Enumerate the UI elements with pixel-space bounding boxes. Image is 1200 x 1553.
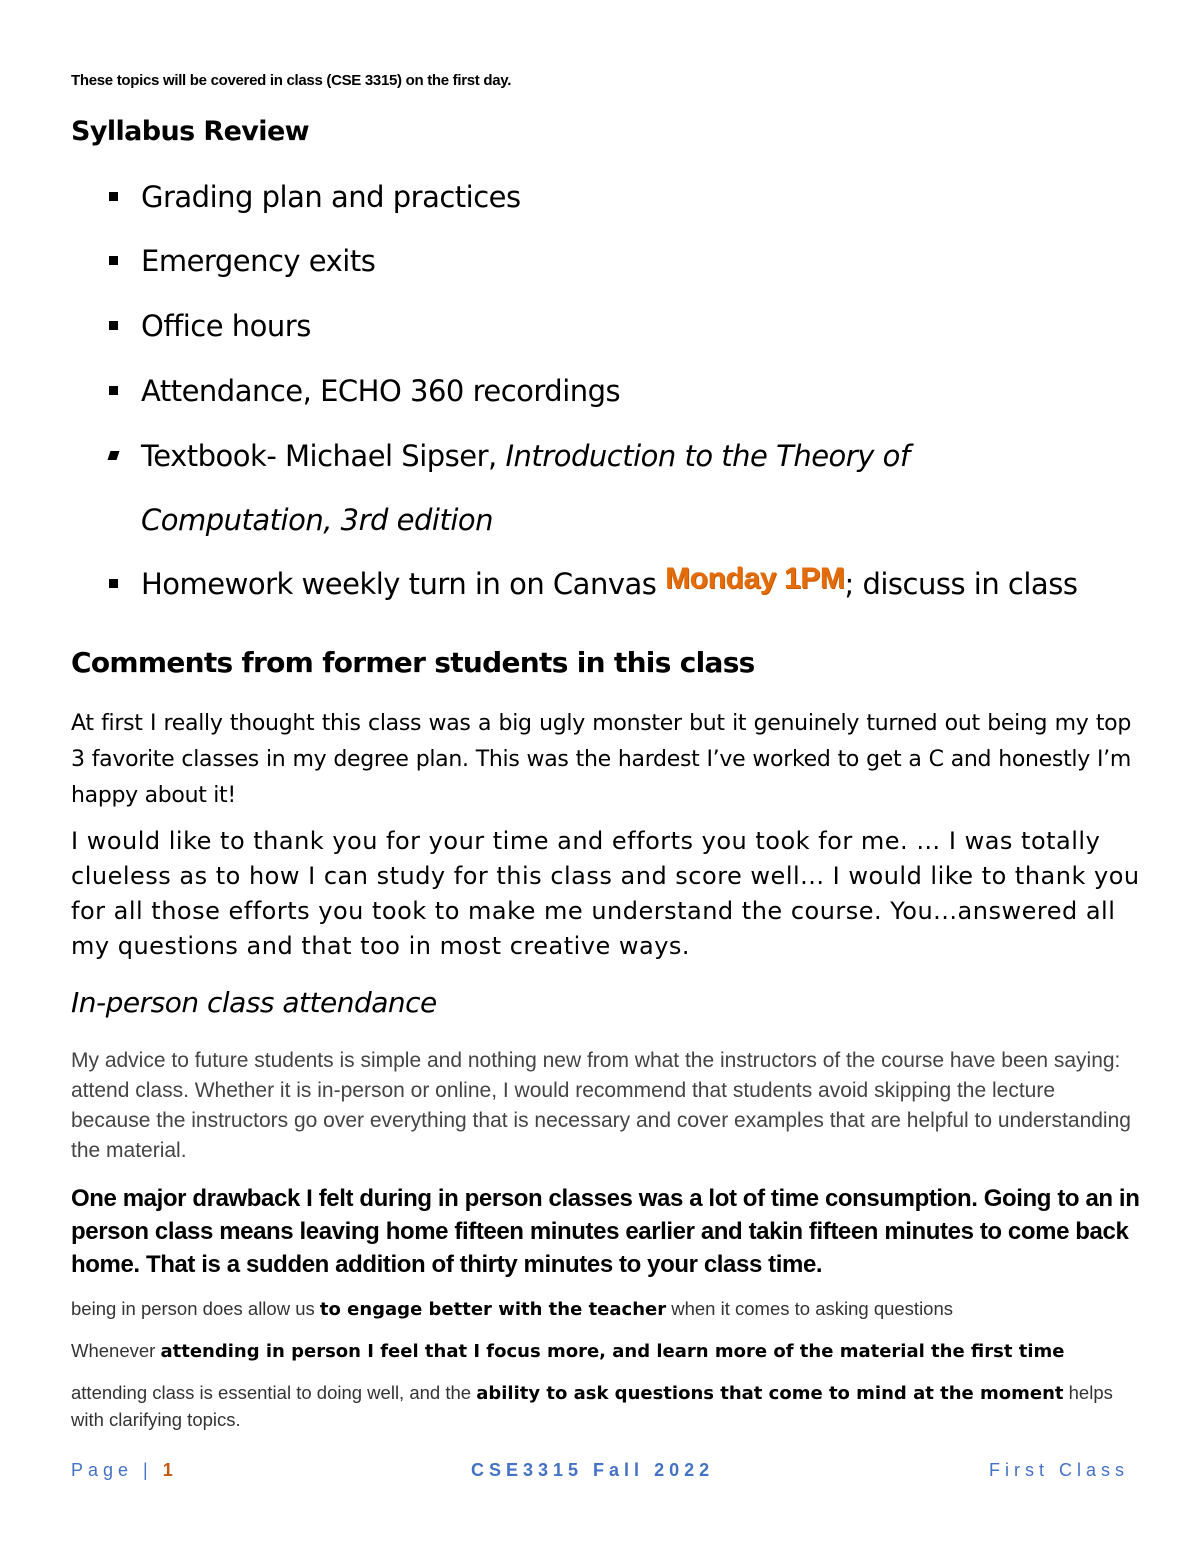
textbook-title-line2: Computation, 3rd edition	[141, 503, 494, 537]
intro-text: These topics will be covered in class (CSE 3315) on the first day.	[71, 72, 512, 89]
square-bullet-icon	[109, 321, 118, 330]
homework-suffix: ; discuss in class	[844, 567, 1078, 601]
quote-bold-text: ability to ask questions that come to mind at the moment	[476, 1383, 1064, 1404]
quote-text: being in person does allow us	[71, 1298, 320, 1319]
list-item-text: Grading plan and practices	[141, 180, 521, 214]
square-bullet-icon	[109, 386, 118, 395]
page-footer	[71, 1460, 1129, 1484]
attendance-quote-1	[71, 1296, 1141, 1323]
quote-bold-text: attending in person I feel that I focus more, and learn more of the material the first time	[160, 1341, 1065, 1362]
list-item-text	[141, 562, 1078, 604]
square-bullet-icon	[109, 579, 118, 588]
textbook-title-line1: Introduction to the Theory of	[505, 439, 910, 473]
student-comment-2: I would like to thank you for your time and efforts you took for me. … I was totally clueless as to how I can study for this class and score well... I would like to thank you for all those efforts you took to make me understand the course. You...answered all my questions and that too in most creative ways.	[71, 827, 1140, 960]
footer-page-indicator	[71, 1460, 178, 1481]
square-bullet-icon	[108, 451, 120, 460]
attendance-quote-3	[71, 1380, 1141, 1433]
attendance-heading: In-person class attendance	[71, 986, 437, 1019]
attendance-advice: My advice to future students is simple and nothing new from what the instructors of the course have been saying: attend class. Whether it is in-person or online, I would recommend that students avoid skipping the lecture because the instructors go over everything that is necessary and cover examples that are helpful to understanding the material.	[71, 1049, 1131, 1162]
quote-text: attending class is essential to doing well, and the	[71, 1382, 477, 1403]
quote-text: Whenever	[71, 1340, 161, 1361]
attendance-quote-2	[71, 1338, 1141, 1365]
footer-section: First Class	[989, 1460, 1129, 1480]
comments-heading: Comments from former students in this class	[71, 646, 755, 679]
textbook-prefix: Textbook- Michael Sipser,	[141, 439, 506, 473]
syllabus-heading: Syllabus Review	[71, 116, 310, 147]
square-bullet-icon	[109, 256, 118, 265]
list-item-text	[141, 437, 910, 539]
quote-bold-text: to engage better with the teacher	[319, 1299, 667, 1320]
list-item-text: Office hours	[141, 309, 311, 343]
list-item-text: Emergency exits	[141, 244, 376, 278]
list-item-text: Attendance, ECHO 360 recordings	[141, 374, 621, 408]
footer-course: CSE3315 Fall 2022	[471, 1460, 715, 1480]
homework-prefix: Homework weekly turn in on Canvas	[141, 567, 666, 601]
quote-text: when it comes to asking questions	[666, 1298, 954, 1319]
attendance-drawback: One major drawback I felt during in person classes was a lot of time consumption. Going to an in person class means leaving home fifteen minutes earlier and takin fifteen minutes to come back home. That is a sudden addition of thirty minutes to your class time.	[71, 1185, 1140, 1278]
homework-deadline-highlight: Monday 1PM	[665, 562, 845, 595]
student-comment-1: At first I really thought this class was a big ugly monster but it genuinely turned out being my top 3 favorite classes in my degree plan. This was the hardest I’ve worked to get a C and honestly I’m happy about it!	[71, 711, 1131, 808]
quote-text: helps with clarifying topics.	[71, 1382, 1113, 1430]
footer-page-number: 1	[162, 1460, 178, 1480]
footer-page-label: Page |	[71, 1460, 163, 1480]
square-bullet-icon	[109, 192, 118, 201]
